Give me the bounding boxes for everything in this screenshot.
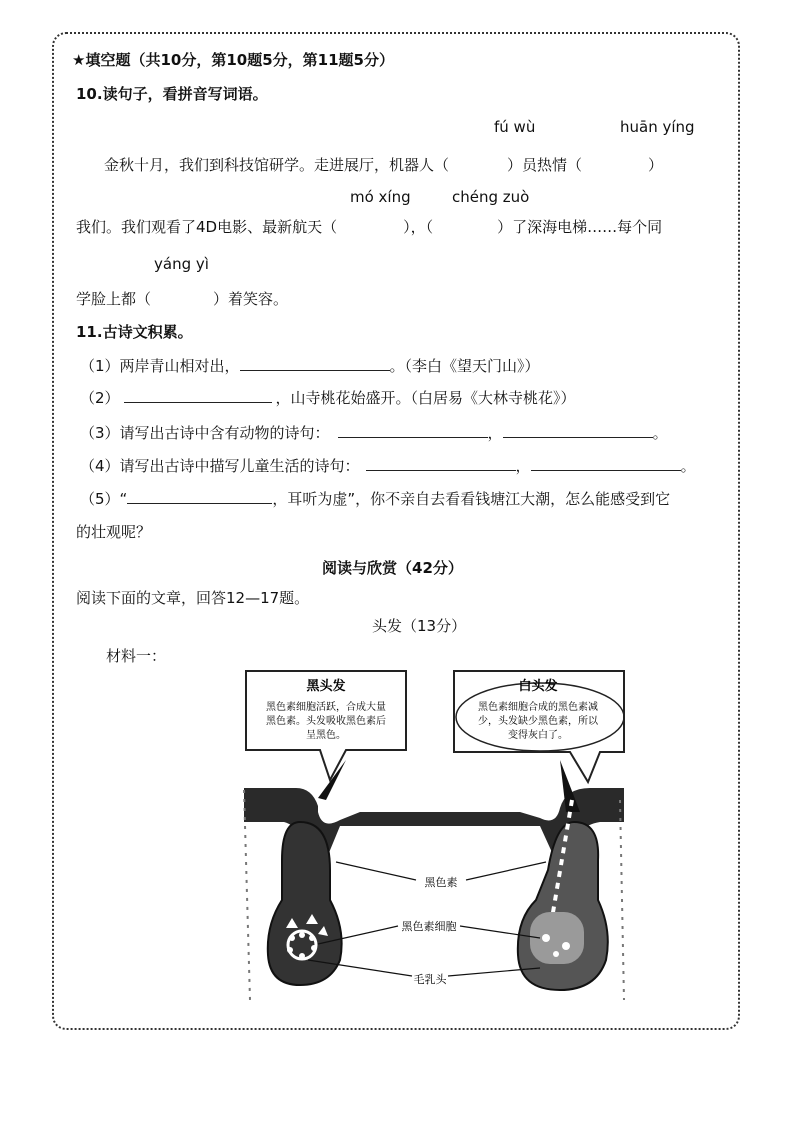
q11-item5-text-b: ，耳听为虚”，你不亲自去看看钱塘江大潮，怎么能感受到它 — [272, 490, 671, 508]
q11-item5-text-a: （5）“ — [80, 490, 128, 508]
white-hair-line-3: 变得灰白了。 — [508, 730, 568, 741]
white-hair-line-2: 少，头发缺少黑色素，所以 — [478, 716, 598, 727]
white-hair-callout — [454, 671, 624, 782]
white-hair-line-1: 黑色素细胞合成的黑色素减 — [478, 702, 598, 713]
q10-line2-part-c: ）了深海电梯……每个同 — [497, 218, 663, 236]
q11-prompt: 11.古诗文积累。 — [76, 323, 193, 341]
q10-line1-part-c: ） — [648, 156, 664, 174]
q10-line2-part-a: 我们。我们观看了4D电影、最新航天（ — [76, 218, 338, 236]
q10-line2-part-b: ），（ — [403, 218, 434, 236]
q10-prompt: 10.读句子，看拼音写词语。 — [76, 85, 268, 103]
white-hair-title: 白头发 — [518, 679, 558, 694]
q10-line3-part-a: 学脸上都（ — [76, 290, 152, 308]
material-label: 材料一： — [106, 647, 167, 665]
article-title: 头发（13分） — [372, 617, 467, 635]
q11-item1-text-a: （1）两岸青山相对出， — [80, 357, 240, 375]
pinyin-chengzuo: chéng zuò — [452, 188, 530, 206]
q11-item3-comma: ， — [487, 424, 503, 442]
q10-line1-part-a: 金秋十月，我们到科技馆研学。走进展厅，机器人（ — [104, 156, 450, 174]
q11-item4-text-a: （4）请写出古诗中描写儿童生活的诗句： — [80, 457, 360, 475]
pinyin-moxing: mó xíng — [350, 188, 411, 206]
q11-item2-text-a: （2） — [80, 389, 120, 407]
q10-line3-part-b: ）着笑容。 — [213, 290, 289, 308]
q11-item4-comma: ， — [515, 457, 531, 475]
pinyin-huanying: huān yíng — [620, 118, 695, 136]
black-hair-line-1: 黑色素细胞活跃，合成大量 — [266, 702, 386, 713]
pinyin-fuwu: fú wù — [494, 118, 536, 136]
black-hair-title: 黑头发 — [306, 679, 346, 694]
reading-instruction: 阅读下面的文章，回答12—17题。 — [76, 589, 310, 607]
black-hair-callout — [246, 671, 406, 780]
label-papilla: 毛乳头 — [413, 973, 447, 986]
q11-item2-text-b: ，山寺桃花始盛开。（白居易《大林寺桃花》） — [275, 389, 576, 407]
fill-section-heading: ★填空题（共10分，第10题5分，第11题5分） — [72, 51, 394, 69]
label-melanocyte: 黑色素细胞 — [401, 920, 457, 933]
q11-item3-text-a: （3）请写出古诗中含有动物的诗句： — [80, 424, 330, 442]
q11-item1-text-b: 。（李白《望天门山》） — [389, 357, 540, 375]
q11-item5-continued: 的壮观呢？ — [76, 523, 152, 541]
q10-line1-part-b: ）员热情（ — [507, 156, 583, 174]
pinyin-yangyi: yáng yì — [154, 255, 209, 273]
black-hair-line-2: 黑色素。头发吸收黑色素后 — [266, 716, 386, 727]
q11-item3-period: 。 — [652, 424, 668, 442]
reading-section-heading: 阅读与欣赏（42分） — [322, 559, 463, 577]
label-melanin: 黑色素 — [424, 876, 458, 889]
q11-item4-period: 。 — [680, 457, 696, 475]
black-hair-line-3: 呈黑色。 — [306, 730, 346, 741]
